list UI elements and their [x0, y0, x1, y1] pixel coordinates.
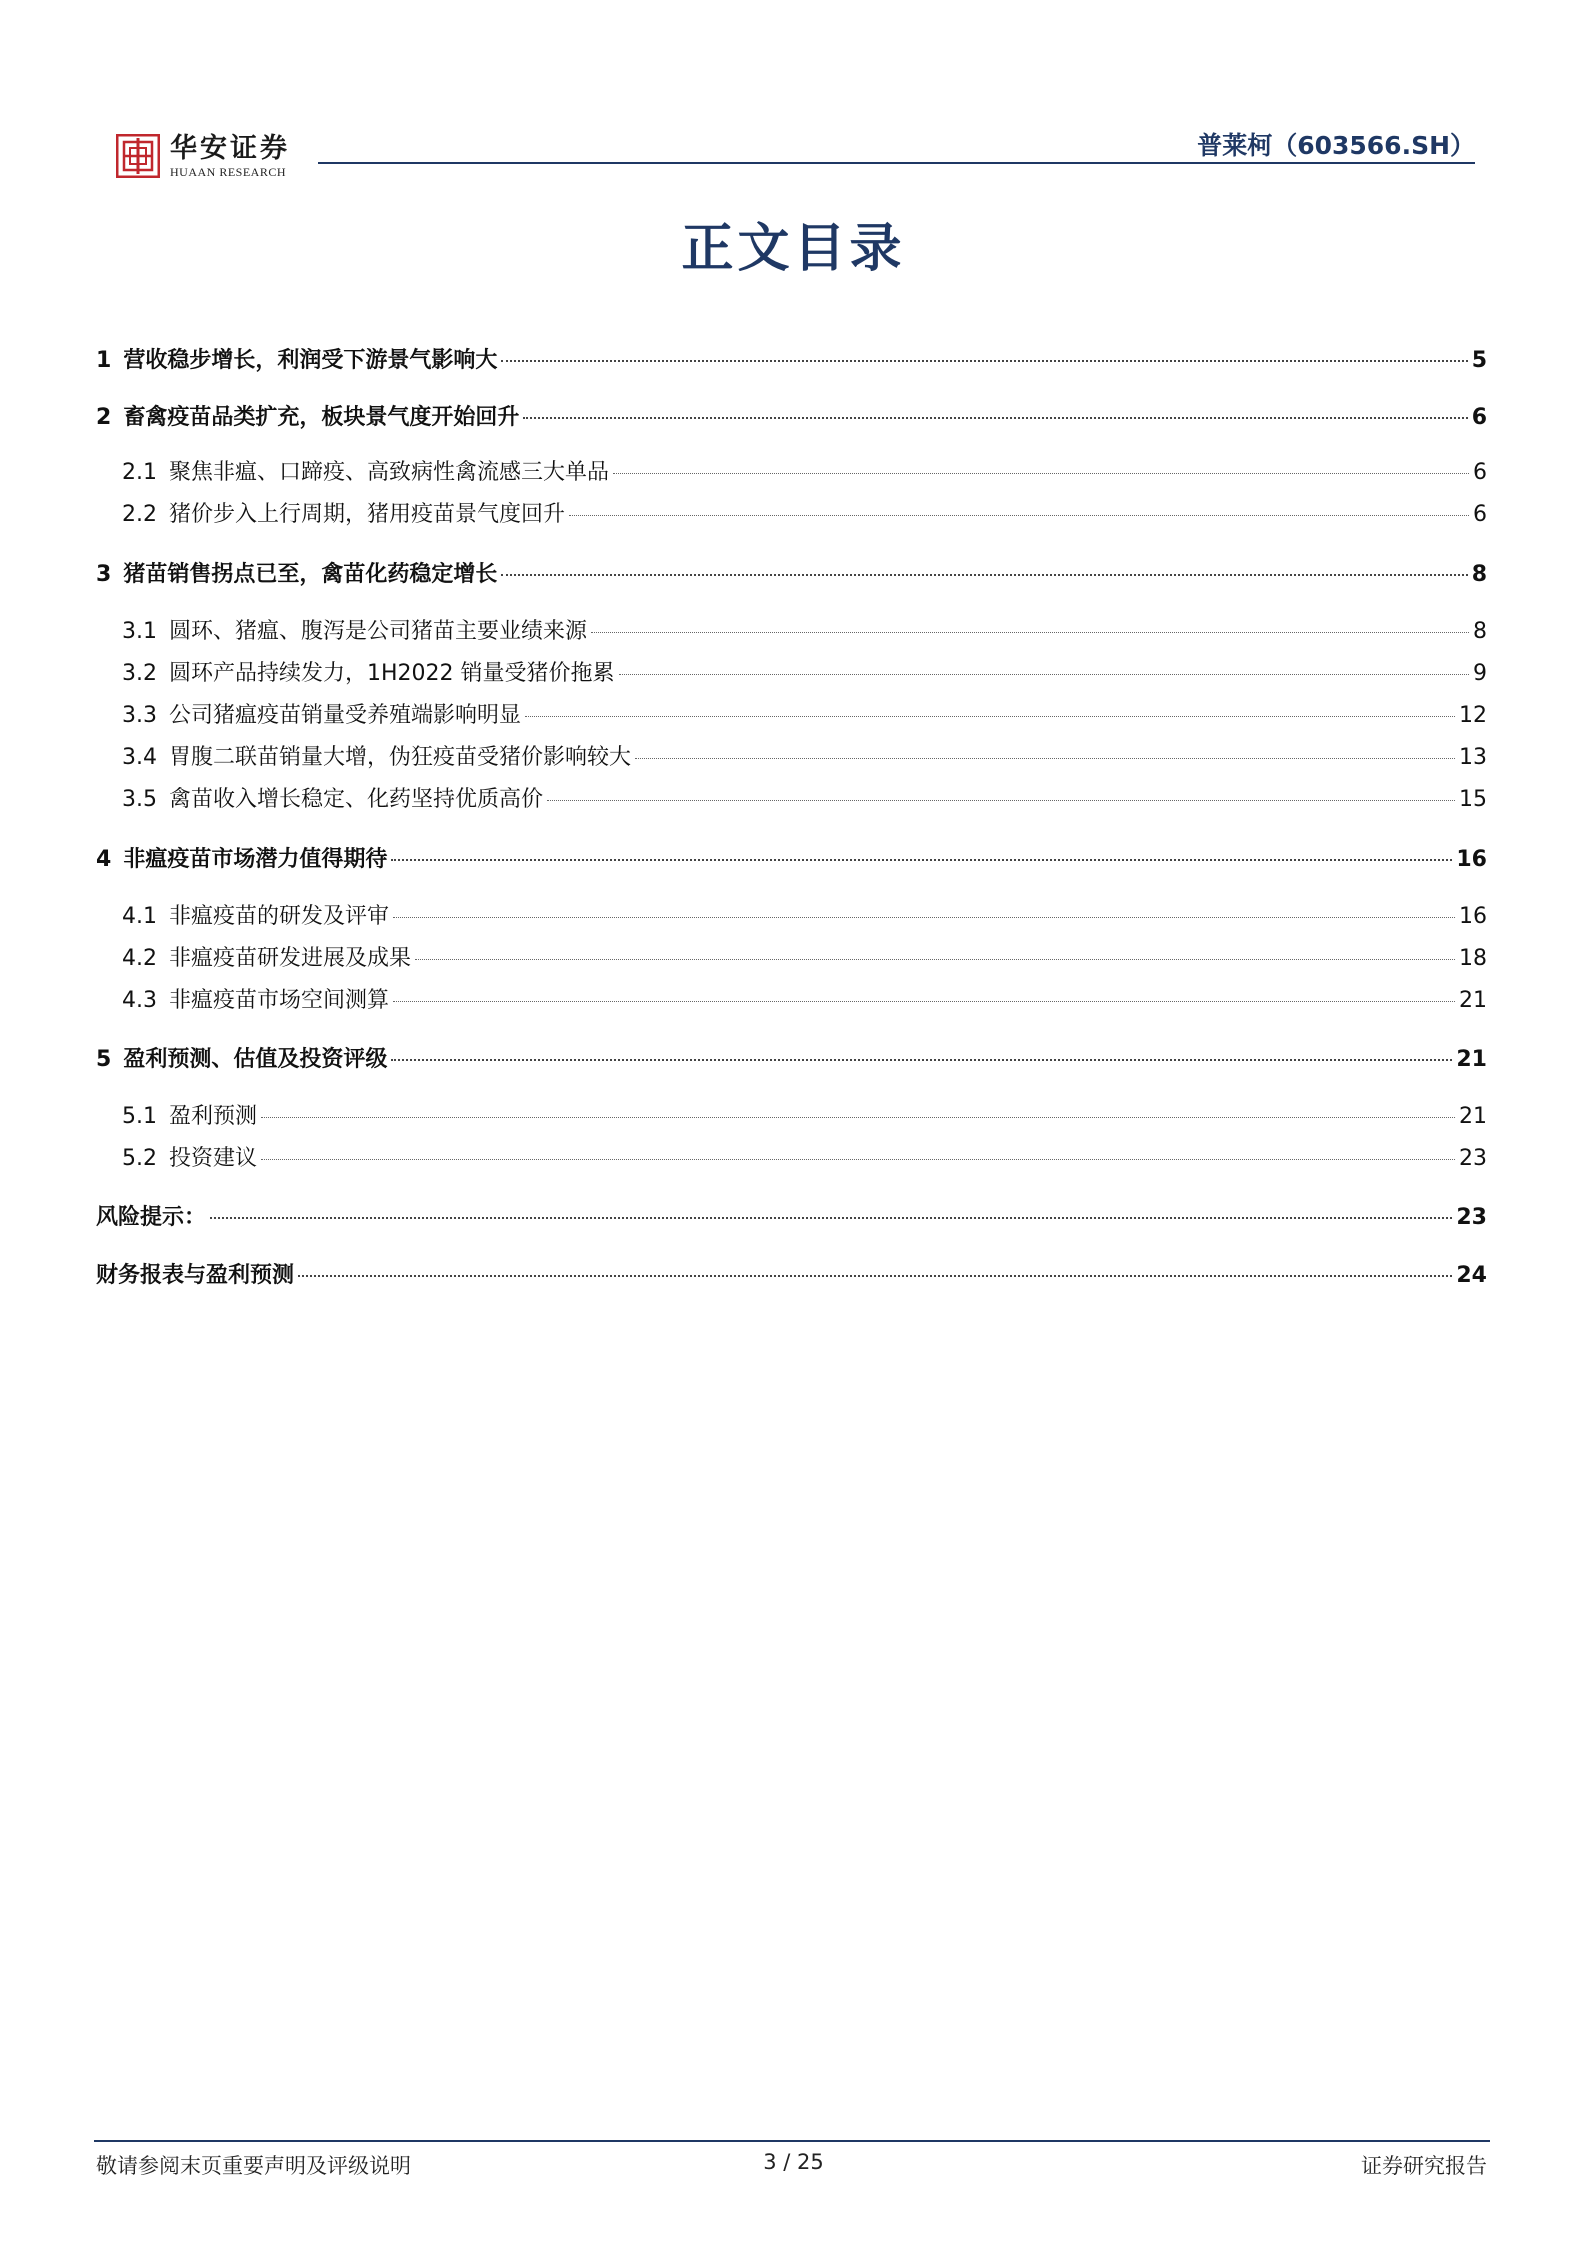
toc-leader-dots: [393, 917, 1455, 918]
toc-leader-dots: [393, 1001, 1455, 1002]
toc-section-number: 2.1: [122, 460, 157, 485]
toc-leader-dots: [613, 473, 1469, 474]
report-type: 证券研究报告: [1361, 2154, 1487, 2178]
toc-leader-dots: [415, 959, 1455, 960]
toc-section-title: 非瘟疫苗市场空间测算: [169, 988, 390, 1013]
toc-section-number: 3.4: [122, 745, 157, 770]
toc-section-title: 圆环产品持续发力，1H2022 销量受猪价拖累: [169, 661, 615, 686]
header-divider: [318, 162, 1475, 164]
toc-section-title: 盈利预测、估值及投资评级: [123, 1047, 388, 1072]
toc-page-number: 16: [1459, 904, 1487, 929]
toc-leader-dots: [569, 515, 1469, 516]
toc-leader-dots: [501, 360, 1467, 362]
toc-page-number: 16: [1456, 847, 1487, 872]
huaan-logo-icon: [116, 134, 160, 178]
toc-entry[interactable]: [96, 1042, 1487, 1073]
toc-section-number: 5: [96, 1047, 112, 1072]
toc-page-number: 21: [1459, 1104, 1487, 1129]
toc-page-number: 6: [1473, 502, 1487, 527]
toc-leader-dots: [619, 674, 1469, 675]
toc-entry[interactable]: [96, 1099, 1487, 1130]
toc-section-title: 圆环、猪瘟、腹泻是公司猪苗主要业绩来源: [169, 619, 588, 644]
toc-entry[interactable]: [96, 656, 1487, 687]
toc-page-number: 23: [1456, 1205, 1487, 1230]
toc-entry[interactable]: [96, 899, 1487, 930]
toc-leader-dots: [591, 632, 1469, 633]
toc-entry[interactable]: [96, 455, 1487, 486]
footer-disclaimer: 敬请参阅末页重要声明及评级说明: [96, 2154, 411, 2178]
toc-section-number: 5.1: [122, 1104, 157, 1129]
toc-section-number: 3.1: [122, 619, 157, 644]
toc-section-title: 非瘟疫苗市场潜力值得期待: [123, 847, 388, 872]
toc-section-number: 4.1: [122, 904, 157, 929]
toc-section-title: 聚焦非瘟、口蹄疫、高致病性禽流感三大单品: [169, 460, 610, 485]
toc-leader-dots: [525, 716, 1455, 717]
toc-entry[interactable]: [96, 740, 1487, 771]
stock-code: 普莱柯（603566.SH）: [1197, 131, 1475, 160]
toc-page-number: 21: [1459, 988, 1487, 1013]
toc-entry[interactable]: [96, 614, 1487, 645]
footer-divider: [94, 2140, 1490, 2142]
toc-page-number: 15: [1459, 787, 1487, 812]
toc-leader-dots: [635, 758, 1455, 759]
toc-entry[interactable]: [96, 497, 1487, 528]
toc-entry[interactable]: [96, 1200, 1487, 1231]
toc-leader-dots: [210, 1217, 1452, 1219]
toc-page-number: 9: [1473, 661, 1487, 686]
toc-section-title: 禽苗收入增长稳定、化药坚持优质高价: [169, 787, 544, 812]
toc-entry[interactable]: [96, 400, 1487, 431]
toc-section-title: 盈利预测: [169, 1104, 258, 1129]
toc-section-number: 3.3: [122, 703, 157, 728]
toc-entry[interactable]: [96, 1141, 1487, 1172]
toc-section-title: 猪苗销售拐点已至，禽苗化药稳定增长: [123, 562, 498, 587]
page-title: 正文目录: [681, 218, 906, 279]
toc-section-number: 5.2: [122, 1146, 157, 1171]
toc-leader-dots: [547, 800, 1455, 801]
toc-section-number: 4.2: [122, 946, 157, 971]
toc-entry[interactable]: [96, 983, 1487, 1014]
toc-page-number: 8: [1473, 619, 1487, 644]
toc-page-number: 12: [1459, 703, 1487, 728]
toc-leader-dots: [261, 1159, 1455, 1160]
toc-leader-dots: [391, 859, 1452, 861]
toc-section-title: 猪价步入上行周期，猪用疫苗景气度回升: [169, 502, 566, 527]
toc-entry[interactable]: [96, 557, 1487, 588]
toc-entry[interactable]: [96, 842, 1487, 873]
toc-page-number: 8: [1471, 562, 1487, 587]
toc-page-number: 24: [1456, 1263, 1487, 1288]
toc-section-title: 风险提示：: [96, 1205, 207, 1230]
toc-section-number: 1: [96, 348, 112, 373]
toc-entry[interactable]: [96, 941, 1487, 972]
toc-section-title: 财务报表与盈利预测: [96, 1263, 295, 1288]
toc-page-number: 18: [1459, 946, 1487, 971]
toc-page-number: 13: [1459, 745, 1487, 770]
toc-leader-dots: [298, 1275, 1452, 1277]
toc-section-number: 2.2: [122, 502, 157, 527]
toc-leader-dots: [523, 417, 1467, 419]
toc-page-number: 5: [1471, 348, 1487, 373]
toc-section-title: 投资建议: [169, 1146, 258, 1171]
toc-section-number: 3.5: [122, 787, 157, 812]
toc-section-number: 4.3: [122, 988, 157, 1013]
toc-section-title: 非瘟疫苗研发进展及成果: [169, 946, 412, 971]
toc-entry[interactable]: [96, 343, 1487, 374]
toc-entry[interactable]: [96, 782, 1487, 813]
toc-section-title: 公司猪瘟疫苗销量受养殖端影响明显: [169, 703, 522, 728]
toc-section-title: 营收稳步增长，利润受下游景气影响大: [123, 348, 498, 373]
toc-section-number: 2: [96, 405, 112, 430]
toc-section-title: 畜禽疫苗品类扩充，板块景气度开始回升: [123, 405, 520, 430]
page-number: 3 / 25: [763, 2150, 824, 2174]
logo-chinese-name: 华安证券: [170, 133, 290, 164]
toc-section-title: 非瘟疫苗的研发及评审: [169, 904, 390, 929]
toc-entry[interactable]: [96, 698, 1487, 729]
toc-section-number: 3.2: [122, 661, 157, 686]
toc-leader-dots: [391, 1059, 1452, 1061]
toc-leader-dots: [501, 574, 1467, 576]
toc-section-number: 3: [96, 562, 112, 587]
toc-leader-dots: [261, 1117, 1455, 1118]
toc-page-number: 21: [1456, 1047, 1487, 1072]
toc-section-title: 胃腹二联苗销量大增，伪狂疫苗受猪价影响较大: [169, 745, 632, 770]
logo-english-name: HUAAN RESEARCH: [170, 165, 287, 179]
toc-page-number: 23: [1459, 1146, 1487, 1171]
toc-page-number: 6: [1471, 405, 1487, 430]
toc-page-number: 6: [1473, 460, 1487, 485]
company-logo: [116, 134, 290, 180]
toc-section-number: 4: [96, 847, 112, 872]
toc-entry[interactable]: [96, 1258, 1487, 1289]
